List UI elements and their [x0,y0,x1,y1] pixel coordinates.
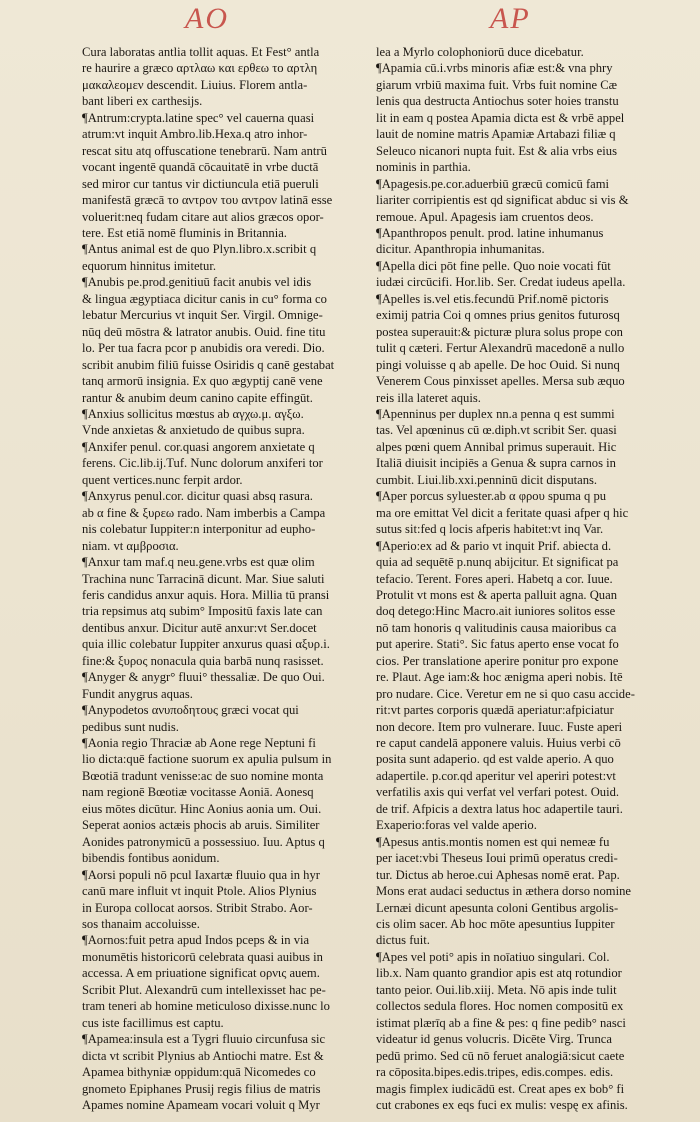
text-line: postea superauit:& picturæ plura solus prope con [376,324,623,339]
text-line: doq detego:Hinc Macro.ait iuniores solitos esse [376,604,616,619]
text-line: nam regionē Bœotiæ vocitasse Aoniā. Aonesq [82,785,314,800]
text-line: re haurire a græco αρτλαω και ερθεω το αρτλη [82,61,318,76]
text-line: ¶Antrum:crypta.latine spec° vel cauerna quasi [82,110,315,125]
text-line: lea a Myrlo colophoniorū duce dicebatur. [376,45,584,59]
text-line: collectos sedula flores. Hoc nomen compositū ex [376,999,624,1014]
text-line: accessa. A em priuatione significat ορνις auem. [82,966,320,981]
text-line: vocant ingentē quandā cōcauitatē in vrbe ductā [82,160,319,175]
text-line: re. Plaut. Age iam:& hoc ænigma aperi nobis. Itē [376,670,623,685]
text-line: ¶Apelles is.vel etis.fecundū Prif.nomē pictoris [376,291,609,306]
text-line: lebatur Mercurius vt inquit Ser. Virgil. Omnige- [82,308,323,323]
text-line: ¶Apenninus per duplex nn.a penna q est summi [376,406,615,421]
text-line: tanq armorū insignia. Ex quo ægyptij canē vene [82,374,323,389]
text-line: ¶Antus animal est de quo Plyn.libro.x.scribit q [82,242,317,257]
text-line: Venerem Cous pinxisset apelles. Mersa sub æquo [376,374,625,389]
text-line: dicta vt scribit Plynius ab Antiochi matre. Est & [82,1048,324,1063]
text-line: sos thanaim accoluisse. [82,917,200,932]
text-line: Seleuco nicanori nupta fuit. Est & alia vrbs eius [376,143,617,158]
text-line: pedū primo. Sed cū nō feruet analogiā:sicut caete [376,1048,625,1063]
text-line: ¶Aonia regio Thraciæ ab Aone rege Neptuni fi [82,736,316,751]
text-line: Bœotiā tradunt venisse:ac de suo nomine monta [82,768,324,783]
text-line: giarum vrbiū maxima fuit. Vrbs fuit nomine Cæ [376,77,618,92]
right-column [376,44,669,1113]
text-line: ¶Anxius sollicitus mœstus ab αγχω.μ. αγξω. [82,406,304,421]
text-line: ferens. Cic.lib.ij.Tuf. Nunc dolorum anxiferi tor [82,456,323,471]
text-line: ¶Apanthropos penult. prod. latine inhumanus [376,225,604,240]
text-line: ¶Aorsi populi nō pcul Iaxartæ fluuio qua in hyr [82,867,320,882]
text-line: lib.x. Nam quanto grandior apis est atq rotundior [376,966,622,981]
text-line: Scribit Plut. Alexandrū cum intellexisset hac pe- [82,982,326,997]
text-line: Apamea bithyniæ oppidum:quā Nicomedes co [82,1065,316,1080]
text-line: ¶Apes vel poti° apis in noīatiuo singulari. Col. [376,949,610,964]
text-line: cis olim sacer. Ab hoc mōte apesuntius Iuppiter [376,917,615,932]
text-line: non decore. Item pro vulnerare. Iuuc. Fuste aperi [376,719,623,734]
text-line: istimat plærīq ab a fine & pes: q fine pedib° nasci [376,1015,626,1030]
text-line: eximij patria Coi q omnes prius genitos futurosq [376,308,620,323]
text-line: μακαλεομεν descendit. Liuius. Florem antla- [82,77,308,92]
text-line: tere. Est etiā nomē fluminis in Britannia. [82,225,287,240]
text-line: magis fimplex iudicādū est. Creat apes ex bob° fi [376,1081,625,1096]
text-line: tefacio. Terent. Fores aperi. Habetq a cor. Iuue. [376,571,613,586]
text-line: rantur & anubim deum canino capite effingūt. [82,390,313,405]
text-line: nis colebatur Iuppiter:n interponitur ad eupho- [82,522,316,537]
text-line: Vnde anxietas & anxietudo de quibus supra. [82,423,305,438]
text-line: & lingua ægyptiaca dicitur canis in cu° forma co [82,291,327,306]
text-line: ¶Anubis pe.prod.genitiuū facit anubis vel idis [82,275,312,290]
text-line: remoue. Apul. Apagesis iam cruentos deos. [376,209,594,224]
text-line: fine:& ξυρος nonacula quia barbā nunq rasisset. [82,653,324,668]
folio-left: AO [185,2,229,35]
text-line: cus iste facillimus est captu. [82,1015,224,1030]
text-line: iudæi circūcifi. Hor.lib. Ser. Credat iudeus apella. [376,275,626,290]
text-line: ¶Apamia cū.i.vrbs minoris afiæ est:& vna phry [376,61,613,76]
text-line: rit:vt partes corporis quædā aperiatur:afpiciatur [376,703,614,718]
text-line: ¶Anxifer penul. cor.quasi angorem anxietate q [82,439,315,454]
text-line: Apames nomine Apameam vocari voluit q Myr [82,1098,320,1112]
text-line: ab α fine & ξυρεω rado. Nam imberbis a Campa [82,505,326,520]
text-line: ¶Anxur tam maf.q neu.gene.vrbs est quæ olim [82,555,315,570]
text-line: in Europa collocat aorsos. Stribit Strabo. Aor- [82,900,313,915]
text-line: ¶Anypodetos ανυποδητους græci vocat qui [82,703,299,718]
text-line: nūq deū mōstra & latrator anubis. Ouid. fine titu [82,324,326,339]
text-line: liariter corripientis est qd significat abduc si vis & [376,193,629,208]
text-line: ¶Aornos:fuit petra apud Indos pceps & in via [82,933,310,948]
text-line: per iacet:vbi Theseus Ioui primū operatus credi- [376,851,618,866]
text-line: manifestā græcā το αντρον του αντρον latinā esse [82,193,333,208]
text-line: gnometo Epiphanes Prusij regis filius de matris [82,1081,321,1096]
text-line: pingi voluisse q ab apelle. De hoc Ouid. Si nunq [376,357,620,372]
text-line: voluerit:neq fudam citare aut alios græcos opor- [82,209,324,224]
text-line: verfatilis axis qui verfat vel verfari potest. Ouid. [376,785,620,800]
text-line: pro nudare. Cice. Veretur em ne si quo casu accide- [376,686,635,701]
text-line: adapertile. p.cor.qd aperitur vel aperiri potest:vt [376,768,616,783]
text-line: dentibus anxur. Dicitur autē anxur:vt Ser.docet [82,620,317,635]
text-line: de trif. Afpicis a dextra latus hoc adapertile tauri. [376,801,623,816]
text-line: Lernæi dicunt apesunta coloni Gentibus argolis- [376,900,619,915]
text-line: alpes pœni quem Annibal primus superauit. Hic [376,439,617,454]
text-line: sed miror cur tantus vir dictiuncula etiā pueruli [82,176,319,191]
text-line: ¶Apagesis.pe.cor.aduerbiū græcū comicū fami [376,176,610,191]
text-line: ¶Anxyrus penul.cor. dicitur quasi absq rasura. [82,489,313,504]
text-line: tanto peior. Oui.lib.xiij. Meta. Nō apis inde tulit [376,982,617,997]
text-line: lauit de nomine matris Apamiæ Artabazi filiæ q [376,127,616,142]
text-line: Italiā diuisit incipiēs a Genua & supra carnos in [376,456,616,471]
text-line: Protulit vt mons est & aperta palluit agna. Quan [376,587,617,602]
text-line: Aonides patronymicū a possessiuo. Iuu. Aptus q [82,834,325,849]
text-line: Mons erat audaci seductus in æthera dorso nomine [376,884,631,899]
text-line: quent vertices.nunc ferpit ardor. [82,472,243,487]
folio-right: AP [490,2,531,35]
text-line: pedibus sunt nudis. [82,719,179,734]
text-line: reis illa lateret aquis. [376,390,481,405]
text-line: Exaperio:foras vel valde aperio. [376,818,537,833]
text-line: lo. Per tua facra pcor p anubidis ora veredi. Dio. [82,341,325,356]
text-line: rescat situ atq offuscatione tenebrarū. Nam antrū [82,143,327,158]
text-line: ¶Apamea:insula est a Tygri fluuio circunfusa sic [82,1032,326,1047]
text-line: Seperat aonios actæis phocis ab aruis. Similiter [82,818,320,833]
text-line: tria repsimus atq subim° Impositū faxis late can [82,604,323,619]
text-line: niam. vt αμβροσια. [82,538,179,553]
text-line: sutus sit:fed q locis afperis habitet:vt inq Var. [376,522,604,537]
text-line: equorum hinnitus imitetur. [82,258,216,273]
text-line: ¶Aperio:ex ad & pario vt inquit Prif. abiecta d. [376,538,612,553]
text-line: ¶Anyger & anygr° fluui° thessaliæ. De quo Oui. [82,670,325,685]
text-line: bibendis fontibus aonidum. [82,851,220,866]
text-line: scribit anubim filiū fuisse Osiridis q canē gestabat [82,357,335,372]
text-line: ¶Aper porcus syluester.ab α φρου spuma q pu [376,489,607,504]
text-line: lit in eam q postea Apamia dicta est & vrbē appel [376,110,625,125]
text-line: ¶Apella dici pōt fine pelle. Quo noie vocati fūt [376,258,611,273]
text-line: lenis qua destructa Antiochus soter hoies transtu [376,94,619,109]
text-line: cumbit. Liui.lib.xxi.penninū dicit disputans. [376,472,598,487]
text-line: put aperire. Stati°. Sic fatus aperto ense vocat fo [376,637,619,652]
text-line: tas. Vel apœninus cū œ.diph.vt scribit Ser. quasi [376,423,617,438]
text-line: dicitur. Apanthropia inhumanitas. [376,242,545,257]
text-line: Trachina nunc Tarracinā dicunt. Mar. Siue saluti [82,571,325,586]
text-line: Cura laboratas antlia tollit aquas. Et Fest° antla [82,45,320,59]
text-line: atrum:vt inquit Ambro.lib.Hexa.q atro inhor- [82,127,308,142]
text-line: posita sunt adaperio. qd est valde aperio. A quo [376,752,614,767]
text-line: ra cōposita.bipes.edis.tripes, edis.compes. edis. [376,1065,614,1080]
text-line: tulit q cæteri. Fertur Alexandrū macedonē a nullo [376,341,625,356]
text-line: tur. Dictus ab heroe.cui Aphesas nomē erat. Pap. [376,867,620,882]
text-line: tram teneri ab homine meticuloso dixisse.nunc lo [82,999,330,1014]
text-line: ¶Apesus antis.montis nomen est qui nemeæ fu [376,834,610,849]
text-line: canū mare influit vt inquit Ptole. Alios Plynius [82,884,317,899]
text-line: dictus fuit. [376,933,430,948]
text-line: quia illic colebatur Iuppiter anxurus quasi αξυρ.i. [82,637,330,652]
text-line: nominis in parthia. [376,160,471,175]
text-line: cios. Per translatione aperire ponitur pro expone [376,653,619,668]
text-line: quia ad sequētē p.nunq abijcitur. Et significat pa [376,555,619,570]
text-line: lio dicta:quē factione suorum ex apulia pulsum in [82,752,332,767]
text-line: videatur id genus volucris. Dicēte Virg. Trunca [376,1032,612,1047]
text-line: bant liberi ex carthesijs. [82,94,203,109]
text-line: cut crabones ex eqs fuci ex mulis: vespę ex afinis. [376,1098,628,1112]
left-column [82,44,366,1113]
text-line: re caput candelā apponere valuis. Huius verbi cō [376,736,621,751]
text-line: eius mōtes dicūtur. Hinc Aonius aonia um. Oui. [82,801,322,816]
text-line: nō tam honoris q valitudinis causa maioribus ca [376,620,617,635]
text-line: ma ore emittat Vel dicit a feritate quasi afper q hic [376,505,629,520]
text-line: Fundit anygrus aquas. [82,686,193,701]
text-line: monumētis historicorū celebrata quasi auibus in [82,949,323,964]
text-line: feris candidus anxur aquis. Hora. Millia tū pransi [82,587,330,602]
